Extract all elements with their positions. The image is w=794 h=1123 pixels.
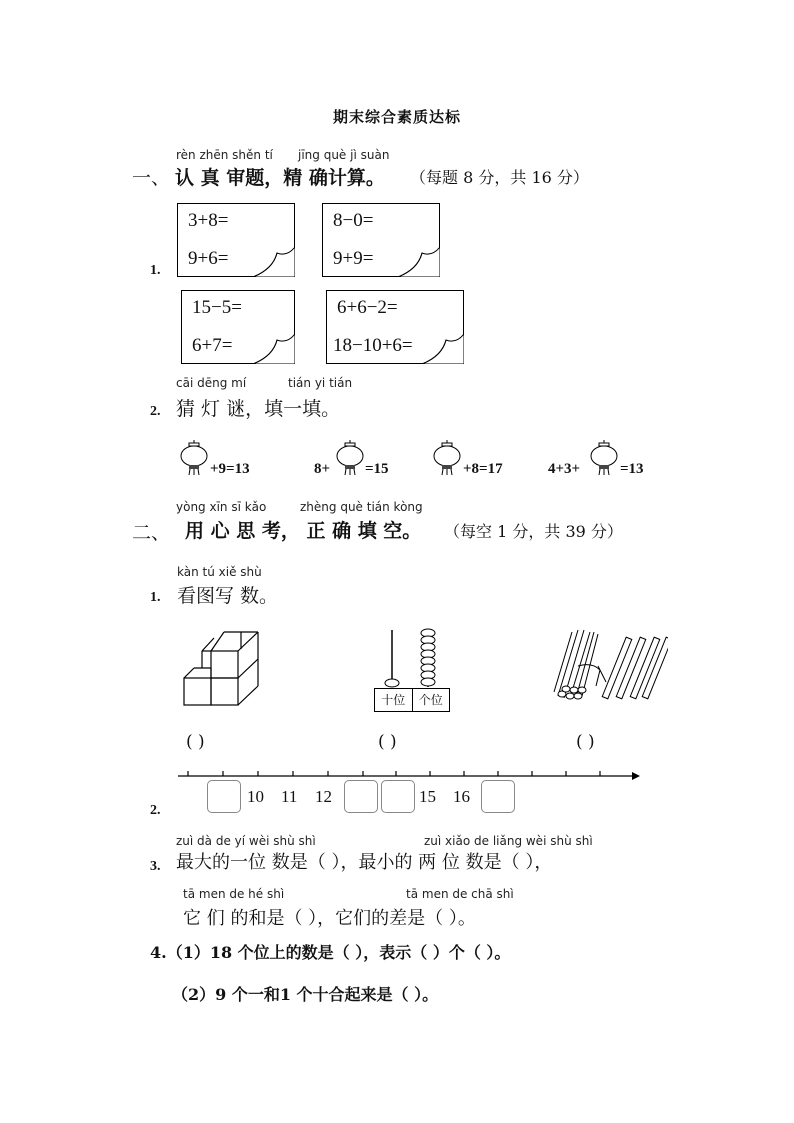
section2-pinyin-2: zhèng què tián kòng	[300, 500, 423, 514]
section1-score: （每题 8 分，共 16 分）	[410, 168, 589, 187]
number-line-blank[interactable]	[381, 780, 415, 813]
section2-q3-pinyin-2: zuì xiǎo de liǎng wèi shù shì	[424, 834, 593, 848]
calc-card-3	[181, 290, 295, 364]
calc-line: 18−10+6=	[333, 335, 413, 356]
section1-pinyin-2: jīng què jì suàn	[298, 148, 390, 162]
section2-q3-pinyin-1: zuì dà de yí wèi shù shì	[176, 834, 316, 848]
section2-q1-text: 看图写 数。	[177, 585, 279, 607]
number-line-label: 10	[247, 787, 264, 806]
folded-corner-icon	[253, 247, 295, 277]
abacus-tens-label: 十位	[375, 689, 413, 711]
abacus-ones-label: 个位	[418, 693, 443, 707]
question-2-text: 猜 灯 谜，填一填。	[176, 398, 341, 420]
section2-q1-pinyin: kàn tú xiě shù	[177, 565, 262, 579]
cubes-figure	[182, 630, 262, 708]
section2-pinyin-1: yòng xīn sī kǎo	[176, 500, 267, 514]
section2-q3-pinyin-4: tā men de chā shì	[406, 887, 514, 901]
abacus-figure	[370, 626, 454, 688]
section1-pinyin-1: rèn zhēn shěn tí	[176, 148, 273, 162]
calc-card-2	[322, 203, 440, 277]
section2-q1-number: 1.	[150, 590, 161, 605]
section2-score: （每空 1 分，共 39 分）	[444, 522, 623, 541]
calc-line: 3+8=	[188, 210, 229, 231]
section2-q4-line-1: 4.（1）18 个位上的数是（ ），表示（ ）个（ ）。	[150, 943, 511, 962]
sticks-figure	[548, 626, 668, 706]
abacus-place-labels	[374, 688, 450, 712]
lantern-equation: =13	[620, 461, 644, 477]
calc-card-4	[326, 290, 464, 364]
section2-marker: 二、	[132, 522, 171, 544]
section2-q3-line-2: 它 们 的和是（ ），它们的差是（ ）。	[183, 908, 476, 929]
calc-line: 8−0=	[333, 210, 374, 231]
folded-corner-icon	[398, 247, 440, 277]
calc-line: 15−5=	[192, 297, 242, 318]
answer-blank[interactable]: ( )	[576, 732, 595, 752]
folded-corner-icon	[253, 334, 295, 364]
folded-corner-icon	[422, 334, 464, 364]
section1-marker: 一、	[132, 167, 171, 189]
answer-blank[interactable]: ( )	[378, 732, 397, 752]
section1-heading: 认 真 审题，精 确计算。	[175, 167, 385, 189]
number-line-label: 12	[315, 787, 332, 806]
section2-q3-pinyin-3: tā men de hé shì	[183, 887, 285, 901]
calc-line: 6+6−2=	[337, 297, 398, 318]
number-line-blank[interactable]	[481, 780, 515, 813]
answer-blank[interactable]: ( )	[186, 732, 205, 752]
question-2-pinyin-1: cāi dēng mí	[176, 376, 247, 390]
section2-q3-line-1: 最大的一位 数是（ ），最小的 两 位 数是（ ），	[176, 852, 553, 873]
calc-line: 6+7=	[192, 335, 233, 356]
question-2-pinyin-2: tián yi tián	[288, 376, 353, 390]
section2-q3-number: 3.	[150, 859, 161, 874]
lantern-equation: 4+3+	[548, 461, 581, 477]
section2-q2-number: 2.	[150, 803, 161, 818]
section2-heading: 用 心 思 考， 正 确 填 空。	[185, 520, 422, 542]
calc-line: 9+6=	[188, 248, 229, 269]
section2-q4-line-2: （2）9 个一和1 个十合起来是（ ）。	[172, 985, 439, 1004]
calc-line: 9+9=	[333, 248, 374, 269]
question-2-number: 2.	[150, 404, 161, 419]
number-line-label: 11	[281, 787, 298, 806]
calc-card-1	[177, 203, 295, 277]
lantern-icon	[590, 440, 620, 476]
lantern-icon	[433, 440, 463, 476]
number-line-blank[interactable]	[344, 780, 378, 813]
number-line-blank[interactable]	[207, 780, 241, 813]
page-title: 期末综合素质达标	[332, 108, 461, 126]
number-line-label: 16	[453, 787, 470, 806]
lantern-equation: =15	[365, 461, 389, 477]
lantern-icon	[336, 440, 366, 476]
lantern-equation: 8+	[314, 461, 331, 477]
question-1-number: 1.	[150, 263, 161, 278]
lantern-equation: +8=17	[463, 461, 503, 477]
number-line-label: 15	[419, 787, 436, 806]
lantern-icon	[180, 440, 210, 476]
lantern-equation: +9=13	[210, 461, 250, 477]
